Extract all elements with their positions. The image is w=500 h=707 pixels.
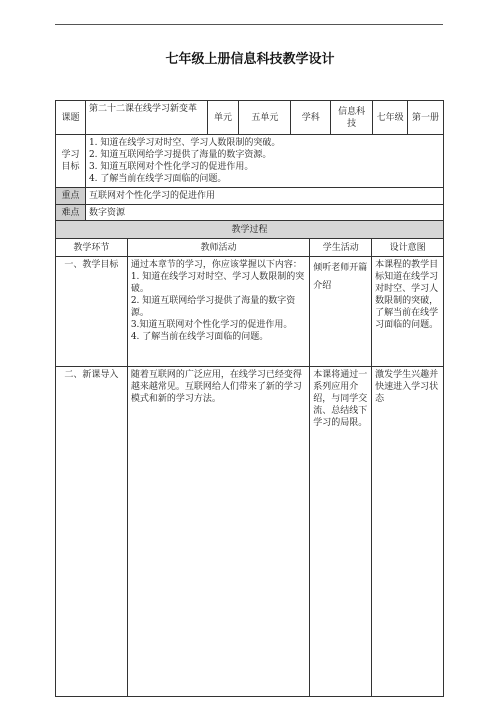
stage-cell: 一、教学目标 bbox=[56, 257, 128, 367]
teacher-activity-cell bbox=[127, 257, 309, 367]
header-rule bbox=[55, 24, 443, 25]
teacher-activity-line: 2. 知道互联网给学习提供了海量的数字资源。 bbox=[130, 296, 296, 318]
teacher-activity-line: 通过本章节的学习，你应该掌握以下内容： bbox=[130, 260, 302, 270]
lesson-info-table bbox=[55, 100, 444, 222]
key-point-value: 互联网对个性化学习的促进作用 bbox=[85, 188, 443, 205]
column-header: 设计意图 bbox=[372, 239, 444, 257]
key-point-label: 重点 bbox=[56, 188, 86, 205]
student-activity-cell: 倾听老师开篇介绍 bbox=[310, 257, 372, 367]
difficulty-label: 难点 bbox=[56, 205, 86, 222]
column-header: 教师活动 bbox=[127, 239, 309, 257]
lesson-value: 第二十二课在线学习新变革 bbox=[85, 101, 207, 135]
teaching-process-table bbox=[55, 220, 444, 697]
volume-value: 第一册 bbox=[408, 101, 444, 135]
lesson-label: 课题 bbox=[56, 101, 86, 135]
teacher-activity-line: 3.知道互联网对个性化学习的促进作用。 bbox=[130, 320, 293, 330]
goals-label: 学习目标 bbox=[56, 135, 86, 188]
subject-value: 信息科技 bbox=[331, 101, 373, 135]
subject-label: 学科 bbox=[291, 101, 331, 135]
teacher-activity-line: 4. 了解当前在线学习面临的问题。 bbox=[130, 332, 269, 342]
goal-item: 2. 知道互联网给学习提供了海量的数字资源。 bbox=[88, 150, 272, 160]
difficulty-value: 数字资源 bbox=[85, 205, 443, 222]
column-header: 教学环节 bbox=[56, 239, 128, 257]
goals-list bbox=[85, 135, 443, 188]
unit-value: 五单元 bbox=[239, 101, 291, 135]
grade-value: 七年级 bbox=[373, 101, 408, 135]
stage-cell: 二、新课导入 bbox=[56, 367, 128, 697]
teacher-activity-cell: 随着互联网的广泛应用，在线学习已经变得越来越常见。互联网给人们带来了新的学习模式和新的学习方法。 bbox=[127, 367, 309, 697]
goal-item: 1. 知道在线学习对时空、学习人数限制的突破。 bbox=[88, 138, 281, 148]
design-intent-cell: 激发学生兴趣并快速进入学习状态 bbox=[372, 367, 444, 697]
unit-label: 单元 bbox=[207, 101, 239, 135]
process-header: 教学过程 bbox=[56, 221, 444, 239]
goal-item: 3. 知道互联网对个性化学习的促进作用。 bbox=[88, 162, 254, 172]
goal-item: 4. 了解当前在线学习面临的问题。 bbox=[88, 174, 227, 184]
teacher-activity-line: 1. 知道在线学习对时空、学习人数限制的突破。 bbox=[130, 272, 305, 294]
student-activity-cell: 本课将通过一系列应用介绍，与同学交流、总结线下学习的局限。 bbox=[310, 367, 372, 697]
page-title: 七年级上册信息科技教学设计 bbox=[165, 52, 335, 67]
design-intent-cell: 本课程的教学目标知道在线学习对时空、学习人数限制的突破，了解当前在线学习面临的问题。 bbox=[372, 257, 444, 367]
column-header: 学生活动 bbox=[310, 239, 372, 257]
